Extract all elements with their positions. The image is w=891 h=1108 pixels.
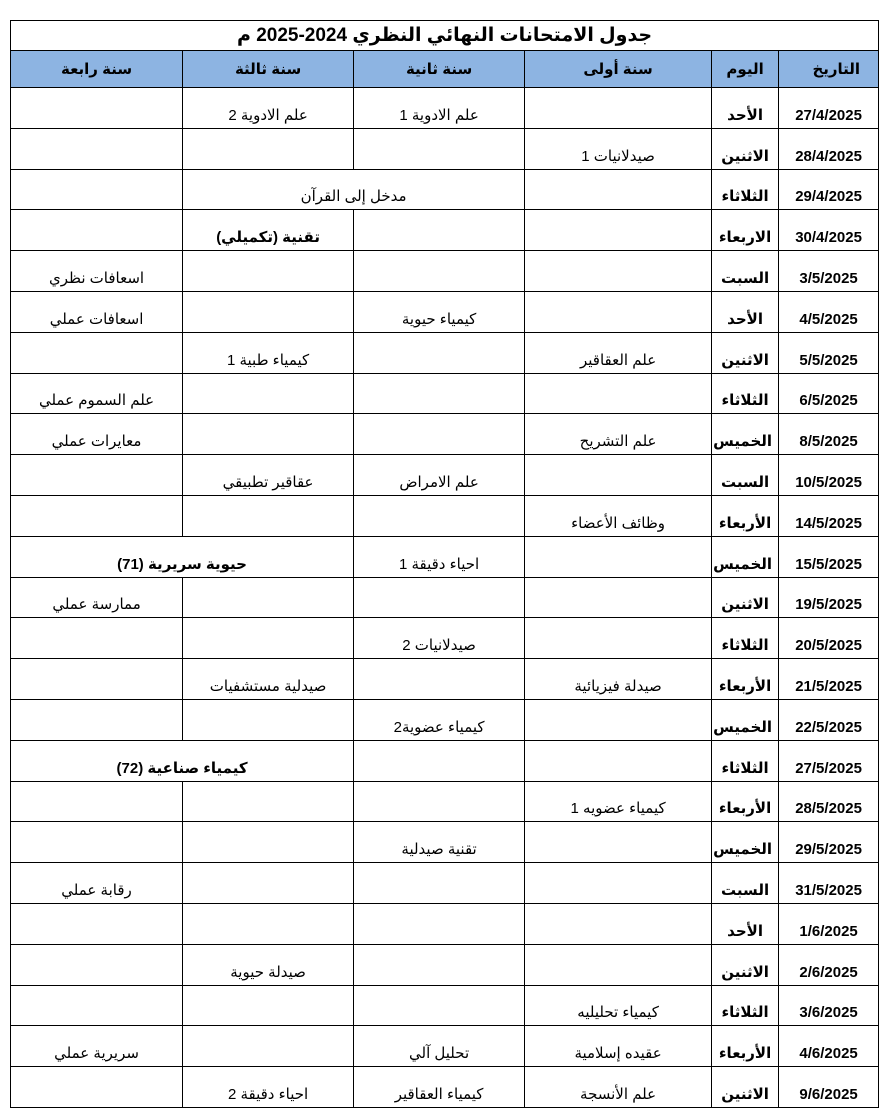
- exam-date-cell: 29/5/2025: [779, 822, 879, 863]
- year4-exam-cell: [11, 1067, 183, 1108]
- year2-exam-cell: [354, 373, 525, 414]
- exam-date-cell: 27/4/2025: [779, 88, 879, 129]
- table-row: [11, 169, 879, 210]
- year4-exam-cell: [11, 903, 183, 944]
- exam-day-cell: الخميس: [712, 699, 779, 740]
- exam-day-cell: الثلاثاء: [712, 985, 779, 1026]
- year3-exam-cell: [183, 251, 354, 292]
- year2-exam-cell: [354, 740, 525, 781]
- table-row: [11, 373, 879, 414]
- year2-exam-cell: صيدلانيات 2: [354, 618, 525, 659]
- year3-exam-cell: [183, 291, 354, 332]
- year1-exam-cell: [525, 251, 712, 292]
- year3-exam-cell: عقاقير تطبيقي: [183, 455, 354, 496]
- year4-exam-cell: [11, 128, 183, 169]
- exam-date-cell: 4/6/2025: [779, 1026, 879, 1067]
- exam-day-cell: الاثنين: [712, 577, 779, 618]
- year1-exam-cell: [525, 291, 712, 332]
- exam-day-cell: الخميس: [712, 414, 779, 455]
- exam-date-cell: 30/4/2025: [779, 210, 879, 251]
- year2-exam-cell: احياء دقيقة 1: [354, 536, 525, 577]
- table-row: [11, 251, 879, 292]
- table-row: [11, 1026, 879, 1067]
- year3-exam-cell: صيدلة حيوية: [183, 944, 354, 985]
- exam-date-cell: 5/5/2025: [779, 332, 879, 373]
- exam-day-cell: الثلاثاء: [712, 740, 779, 781]
- page-title: جدول الامتحانات النهائي النظري 2024-2025 م: [11, 21, 879, 51]
- year3-exam-cell: [183, 699, 354, 740]
- year3-exam-cell: [183, 781, 354, 822]
- table-row: [11, 1067, 879, 1108]
- exam-date-cell: 4/5/2025: [779, 291, 879, 332]
- exam-day-cell: السبت: [712, 455, 779, 496]
- exam-day-cell: الأحد: [712, 291, 779, 332]
- exam-date-cell: 3/5/2025: [779, 251, 879, 292]
- year1-exam-cell: [525, 863, 712, 904]
- year1-exam-cell: علم العقاقير: [525, 332, 712, 373]
- year1-exam-cell: [525, 903, 712, 944]
- exam-day-cell: الأربعاء: [712, 1026, 779, 1067]
- year4-exam-cell: علم السموم عملي: [11, 373, 183, 414]
- table-row: [11, 536, 879, 577]
- table-row: [11, 332, 879, 373]
- year1-exam-cell: [525, 169, 712, 210]
- year3-exam-cell: [183, 903, 354, 944]
- header-year1: سنة أولى: [525, 51, 712, 88]
- year3-exam-cell: [183, 618, 354, 659]
- exam-day-cell: الأحد: [712, 903, 779, 944]
- table-row: [11, 128, 879, 169]
- year1-exam-cell: كيمياء تحليليه: [525, 985, 712, 1026]
- table-row: [11, 291, 879, 332]
- year1-exam-cell: [525, 536, 712, 577]
- year3-exam-cell: احياء دقيقة 2: [183, 1067, 354, 1108]
- exam-day-cell: الأربعاء: [712, 495, 779, 536]
- year3-exam-cell: كيمياء طبية 1: [183, 332, 354, 373]
- exam-schedule-wrapper: [10, 20, 878, 1108]
- table-row: [11, 414, 879, 455]
- year4-exam-cell: [11, 88, 183, 129]
- year3-exam-cell: [183, 414, 354, 455]
- year4-exam-cell: معايرات عملي: [11, 414, 183, 455]
- year3-exam-cell: صيدلية مستشفيات: [183, 659, 354, 700]
- year2-exam-cell: [354, 128, 525, 169]
- year4-exam-cell: [11, 699, 183, 740]
- header-year4: سنة رابعة: [11, 51, 183, 88]
- year1-exam-cell: علم الأنسجة: [525, 1067, 712, 1108]
- exam-date-cell: 14/5/2025: [779, 495, 879, 536]
- header-date: التاريخ: [779, 51, 879, 88]
- exam-date-cell: 2/6/2025: [779, 944, 879, 985]
- exam-date-cell: 29/4/2025: [779, 169, 879, 210]
- year4-exam-cell: [11, 618, 183, 659]
- exam-day-cell: الاثنين: [712, 332, 779, 373]
- year1-exam-cell: [525, 618, 712, 659]
- exam-day-cell: السبت: [712, 251, 779, 292]
- exam-date-cell: 31/5/2025: [779, 863, 879, 904]
- exam-day-cell: الأربعاء: [712, 659, 779, 700]
- year2-exam-cell: [354, 577, 525, 618]
- header-day: اليوم: [712, 51, 779, 88]
- year3-4-shared-exam-cell: كيمياء صناعية (72): [11, 740, 354, 781]
- year3-exam-cell: [183, 985, 354, 1026]
- exam-date-cell: 9/6/2025: [779, 1067, 879, 1108]
- year4-exam-cell: [11, 781, 183, 822]
- year4-exam-cell: [11, 210, 183, 251]
- year2-exam-cell: [354, 985, 525, 1026]
- year4-exam-cell: اسعافات نظري: [11, 251, 183, 292]
- exam-day-cell: السبت: [712, 863, 779, 904]
- exam-date-cell: 19/5/2025: [779, 577, 879, 618]
- year2-exam-cell: علم الامراض: [354, 455, 525, 496]
- year1-exam-cell: علم التشريح: [525, 414, 712, 455]
- exam-day-cell: الخميس: [712, 822, 779, 863]
- exam-day-cell: الاثنين: [712, 1067, 779, 1108]
- schedule-body: [11, 88, 879, 1108]
- exam-day-cell: الثلاثاء: [712, 618, 779, 659]
- table-row: [11, 455, 879, 496]
- exam-schedule-table: [10, 20, 879, 1108]
- year2-exam-cell: [354, 781, 525, 822]
- year3-4-shared-exam-cell: حيوية سريرية (71): [11, 536, 354, 577]
- year2-exam-cell: [354, 332, 525, 373]
- exam-date-cell: 3/6/2025: [779, 985, 879, 1026]
- table-row: [11, 618, 879, 659]
- table-row: [11, 88, 879, 129]
- year2-exam-cell: [354, 414, 525, 455]
- year2-exam-cell: [354, 863, 525, 904]
- year1-exam-cell: [525, 373, 712, 414]
- year3-exam-cell: [183, 822, 354, 863]
- year1-exam-cell: وظائف الأعضاء: [525, 495, 712, 536]
- exam-date-cell: 28/4/2025: [779, 128, 879, 169]
- year1-exam-cell: [525, 944, 712, 985]
- year1-exam-cell: [525, 88, 712, 129]
- year4-exam-cell: ممارسة عملي: [11, 577, 183, 618]
- table-row: [11, 944, 879, 985]
- exam-date-cell: 28/5/2025: [779, 781, 879, 822]
- year3-exam-cell: [183, 1026, 354, 1067]
- year3-exam-cell: [183, 373, 354, 414]
- year1-exam-cell: صيدلة فيزيائية: [525, 659, 712, 700]
- year4-exam-cell: [11, 985, 183, 1026]
- exam-day-cell: الاربعاء: [712, 210, 779, 251]
- exam-date-cell: 27/5/2025: [779, 740, 879, 781]
- table-row: [11, 495, 879, 536]
- year4-exam-cell: [11, 169, 183, 210]
- exam-date-cell: 6/5/2025: [779, 373, 879, 414]
- year2-exam-cell: كيمياء عضوية2: [354, 699, 525, 740]
- year4-exam-cell: [11, 659, 183, 700]
- year2-3-shared-exam-cell: مدخل إلى القرآن: [183, 169, 525, 210]
- year2-exam-cell: [354, 659, 525, 700]
- year3-exam-cell: [183, 577, 354, 618]
- year1-exam-cell: صيدلانيات 1: [525, 128, 712, 169]
- exam-day-cell: الخميس: [712, 536, 779, 577]
- year4-exam-cell: سريرية عملي: [11, 1026, 183, 1067]
- header-year3: سنة ثالثة: [183, 51, 354, 88]
- year2-exam-cell: كيمياء حيوية: [354, 291, 525, 332]
- year2-exam-cell: كيمياء العقاقير: [354, 1067, 525, 1108]
- year3-exam-cell: تقنية (تكميلي): [183, 210, 354, 251]
- table-row: [11, 740, 879, 781]
- year4-exam-cell: [11, 944, 183, 985]
- table-row: [11, 863, 879, 904]
- year4-exam-cell: رقابة عملي: [11, 863, 183, 904]
- exam-day-cell: الثلاثاء: [712, 373, 779, 414]
- table-row: [11, 985, 879, 1026]
- year2-exam-cell: [354, 251, 525, 292]
- year4-exam-cell: اسعافات عملي: [11, 291, 183, 332]
- year3-exam-cell: [183, 863, 354, 904]
- table-row: [11, 210, 879, 251]
- exam-day-cell: الاثنين: [712, 944, 779, 985]
- year1-exam-cell: [525, 699, 712, 740]
- exam-day-cell: الاثنين: [712, 128, 779, 169]
- table-row: [11, 903, 879, 944]
- exam-day-cell: الثلاثاء: [712, 169, 779, 210]
- year2-exam-cell: تقنية صيدلية: [354, 822, 525, 863]
- year2-exam-cell: [354, 210, 525, 251]
- year1-exam-cell: عقيده إسلامية: [525, 1026, 712, 1067]
- year1-exam-cell: [525, 455, 712, 496]
- exam-date-cell: 22/5/2025: [779, 699, 879, 740]
- table-row: [11, 659, 879, 700]
- year2-exam-cell: تحليل آلي: [354, 1026, 525, 1067]
- table-row: [11, 577, 879, 618]
- exam-date-cell: 21/5/2025: [779, 659, 879, 700]
- table-row: [11, 781, 879, 822]
- year1-exam-cell: [525, 740, 712, 781]
- year1-exam-cell: [525, 577, 712, 618]
- exam-date-cell: 15/5/2025: [779, 536, 879, 577]
- year2-exam-cell: [354, 495, 525, 536]
- year3-exam-cell: علم الادوية 2: [183, 88, 354, 129]
- year3-exam-cell: [183, 128, 354, 169]
- year4-exam-cell: [11, 332, 183, 373]
- year1-exam-cell: كيمياء عضويه 1: [525, 781, 712, 822]
- exam-date-cell: 1/6/2025: [779, 903, 879, 944]
- year3-exam-cell: [183, 495, 354, 536]
- table-row: [11, 822, 879, 863]
- exam-date-cell: 8/5/2025: [779, 414, 879, 455]
- year2-exam-cell: علم الادوية 1: [354, 88, 525, 129]
- year4-exam-cell: [11, 822, 183, 863]
- year1-exam-cell: [525, 210, 712, 251]
- exam-day-cell: الأربعاء: [712, 781, 779, 822]
- table-row: [11, 699, 879, 740]
- year2-exam-cell: [354, 944, 525, 985]
- exam-day-cell: الأحد: [712, 88, 779, 129]
- exam-date-cell: 10/5/2025: [779, 455, 879, 496]
- year4-exam-cell: [11, 495, 183, 536]
- exam-date-cell: 20/5/2025: [779, 618, 879, 659]
- year4-exam-cell: [11, 455, 183, 496]
- year1-exam-cell: [525, 822, 712, 863]
- year2-exam-cell: [354, 903, 525, 944]
- header-year2: سنة ثانية: [354, 51, 525, 88]
